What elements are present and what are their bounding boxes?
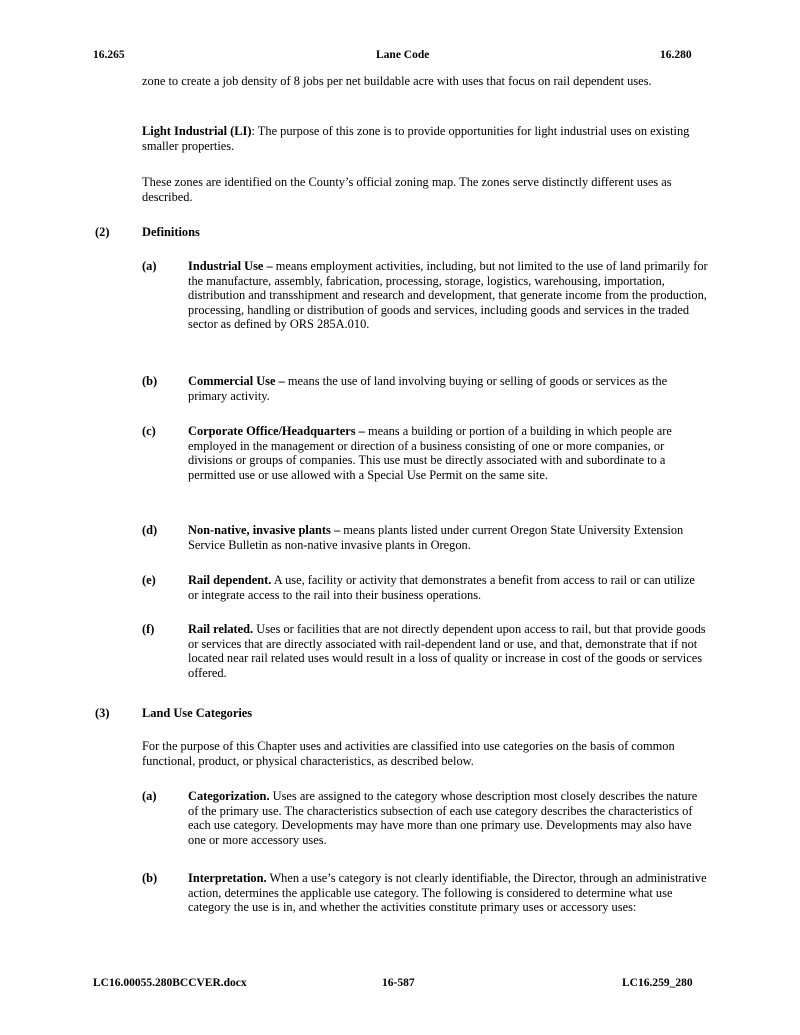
item-text: means employment activities, including, but not limited to the use of land primarily for the manufacture, assembly, fabrication, processing, storage, logistics, warehousing, importation, distribution and transshipment and research and development, that generate income from the production, processing, handling or distribution of goods and services, including goods and services in the traded sector as defined by ORS 285A.010. — [188, 259, 708, 332]
item-letter: (c) — [142, 424, 156, 438]
item-text: means plants listed under current Oregon State University Extension Service Bulletin as non-native invasive plants in Oregon. — [188, 523, 684, 552]
header-section-right: 16.280 — [660, 49, 692, 61]
item-text: A use, facility or activity that demonstrates a benefit from access to rail or can utilize or integrate access to the rail into their business operations. — [188, 573, 695, 602]
item-body — [188, 789, 708, 847]
header-title: Lane Code — [376, 49, 430, 61]
item-body — [188, 622, 708, 680]
item-term: Non-native, invasive plants – — [188, 523, 341, 537]
header-section-left: 16.265 — [93, 49, 125, 61]
light-industrial-paragraph — [142, 124, 708, 153]
zones-paragraph: These zones are identified on the County’s official zoning map. The zones serve distinctly different uses as described. — [142, 175, 672, 204]
section-2-number: (2) — [95, 225, 110, 239]
item-letter: (a) — [142, 259, 157, 273]
section-3-intro: For the purpose of this Chapter uses and activities are classified into use categories on the basis of common functional, product, or physical characteristics, as described below. — [142, 739, 675, 768]
item-body — [188, 259, 708, 332]
light-industrial-term: Light Industrial (LI) — [142, 124, 252, 138]
item-text: Uses are assigned to the category whose description most closely describes the nature of the primary use. The characteristics subsection of each use category describes the characteristics of each use category. Developments may have more than one primary use. Developments may also have one or more accessory uses. — [188, 789, 698, 847]
item-term: Rail related. — [188, 622, 254, 636]
footer-filename: LC16.00055.280BCCVER.docx — [93, 977, 247, 989]
item-letter: (d) — [142, 523, 158, 537]
item-letter: (e) — [142, 573, 156, 587]
item-body — [188, 424, 708, 482]
item-term: Rail dependent. — [188, 573, 272, 587]
footer-page-number: 16-587 — [382, 977, 415, 989]
item-body — [188, 871, 708, 915]
item-term: Industrial Use – — [188, 259, 273, 273]
intro-continuation: zone to create a job density of 8 jobs per net buildable acre with uses that focus on rail dependent uses. — [142, 74, 652, 88]
item-letter: (f) — [142, 622, 155, 636]
section-3-title: Land Use Categories — [142, 706, 253, 720]
section-3-number: (3) — [95, 706, 110, 720]
item-text: Uses or facilities that are not directly dependent upon access to rail, but that provide goods or services that are directly associated with rail-dependent land or use, and that, demonstrate that if not located near rail related uses would result in a loss of quality or increase in cost of the goods or services offered. — [188, 622, 706, 680]
item-text: means the use of land involving buying or selling of goods or services as the primary activity. — [188, 374, 668, 403]
item-term: Commercial Use – — [188, 374, 285, 388]
footer-code-range: LC16.259_280 — [622, 977, 693, 989]
item-body — [188, 374, 708, 403]
item-letter: (b) — [142, 871, 158, 885]
item-term: Categorization. — [188, 789, 270, 803]
item-letter: (a) — [142, 789, 157, 803]
item-body — [188, 573, 708, 602]
item-text: means a building or portion of a building in which people are employed in the management or direction of a business consisting of one or more companies, or divisions or groups of companies. This use must be directly associated with and subordinate to a permitted use or use allowed with a Special Use Permit on the same site. — [188, 424, 672, 482]
item-term: Corporate Office/Headquarters – — [188, 424, 365, 438]
item-body — [188, 523, 708, 552]
light-industrial-text: : The purpose of this zone is to provide opportunities for light industrial uses on existing smaller properties. — [142, 124, 690, 153]
item-text: When a use’s category is not clearly identifiable, the Director, through an administrative action, determines the applicable use category. The following is considered to determine what use category the use is in, and whether the activities constitute primary uses or accessory uses: — [188, 871, 707, 915]
section-2-title: Definitions — [142, 225, 200, 239]
item-letter: (b) — [142, 374, 158, 388]
item-term: Interpretation. — [188, 871, 267, 885]
